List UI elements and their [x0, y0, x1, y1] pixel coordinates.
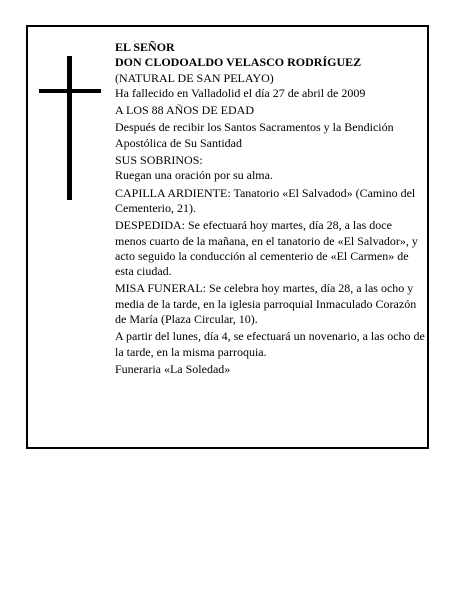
deceased-title: EL SEÑOR	[115, 40, 175, 54]
sacraments-statement: Después de recibir los Santos Sacramentos y la Bendición Apostólica de Su Santidad	[115, 120, 394, 150]
obituary-notice	[26, 25, 429, 449]
farewell-details: DESPEDIDA: Se efectuará hoy martes, día 28, a las doce menos cuarto de la mañana, en el tanatorio de «El Salvador», y acto seguido la conducción al cementerio de «El Carmen» de esta ciudad.	[115, 218, 418, 279]
prayer-request: Ruegan una oración por su alma.	[115, 168, 273, 183]
notice-text	[115, 40, 425, 379]
latin-cross-icon	[39, 56, 101, 200]
deceased-origin: (NATURAL DE SAN PELAYO)	[115, 70, 274, 85]
novena-details: A partir del lunes, día 4, se efectuará un novenario, a las ocho de la tarde, en la misma parroquia.	[115, 329, 425, 359]
deceased-name: DON CLODOALDO VELASCO RODRÍGUEZ	[115, 55, 362, 70]
family-heading: SUS SOBRINOS:	[115, 153, 203, 168]
cross-horizontal-bar	[39, 89, 101, 93]
cross-vertical-bar	[67, 56, 72, 200]
funeral-mass-details: MISA FUNERAL: Se celebra hoy martes, día 28, a las ocho y media de la tarde, en la iglesia parroquial Inmaculado Corazón de María (Plaza Circular, 10).	[115, 281, 417, 327]
death-statement: Ha fallecido en Valladolid el día 27 de abril de 2009	[115, 85, 366, 100]
funeral-home: Funeraria «La Soledad»	[115, 361, 231, 376]
age-statement: A LOS 88 AÑOS DE EDAD	[115, 103, 255, 118]
chapel-details: CAPILLA ARDIENTE: Tanatorio «El Salvadod» (Camino del Cementerio, 21).	[115, 185, 416, 215]
